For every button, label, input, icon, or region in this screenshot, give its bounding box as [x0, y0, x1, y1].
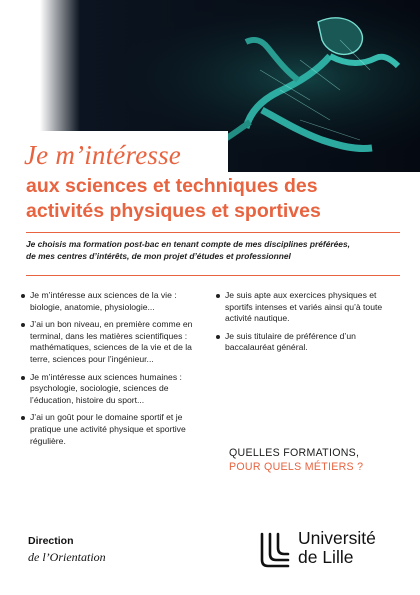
- list-item-text: Je suis apte aux exercices physiques et sportifs intenses et variés ainsi qu’à toute activité nautique.: [225, 290, 383, 324]
- cta-line-2: POUR QUELS MÉTIERS ?: [229, 461, 364, 473]
- bullet-icon: [216, 335, 220, 339]
- list-item: [21, 412, 211, 447]
- bullet-icon: [21, 416, 25, 420]
- list-item-text: Je m’intéresse aux sciences humaines : psychologie, sociologie, sciences de l’éducation, histoire du sport...: [30, 371, 182, 405]
- logo-line-2: de Lille: [298, 547, 354, 567]
- list-item: [216, 331, 401, 354]
- right-criteria-list: [216, 290, 401, 360]
- page-title-line-1: aux sciences et techniques des: [26, 175, 318, 197]
- intro-line-2: de mes centres d’intérêts, de mon projet d’études et professionnel: [26, 250, 291, 261]
- list-item-text: J’ai un bon niveau, en première comme en terminal, dans les matières scientifiques : mathématiques, sciences de la vie et de la terre, sciences pour l’ingénieur...: [30, 319, 193, 364]
- top-divider: [26, 232, 400, 233]
- page-title: [26, 174, 406, 224]
- page-title-line-2: activités physiques et sportives: [26, 200, 321, 222]
- script-title: Je m’intéresse: [24, 140, 181, 170]
- intro-text: [26, 239, 406, 262]
- left-criteria-list: [21, 290, 211, 453]
- logo-line-1: Université: [298, 528, 376, 548]
- list-item: [21, 372, 211, 407]
- bullet-icon: [21, 376, 25, 380]
- list-item-text: J’ai un goût pour le domaine sportif et je pratique une activité physique et sportive régulière.: [30, 412, 186, 446]
- intro-line-1: Je choisis ma formation post-bac en tenant compte de mes disciplines préférées,: [26, 239, 350, 249]
- bullet-icon: [21, 323, 25, 327]
- footer-direction: Direction: [28, 535, 74, 547]
- list-item-text: Je m’intéresse aux sciences de la vie : biologie, anatomie, physiologie...: [30, 290, 177, 312]
- list-item: [21, 290, 211, 313]
- formations-link[interactable]: [229, 446, 363, 474]
- bullet-icon: [216, 294, 220, 298]
- list-item: [21, 319, 211, 365]
- bullet-icon: [21, 294, 25, 298]
- list-item-text: Je suis titulaire de préférence d’un baccalauréat général.: [225, 330, 356, 353]
- list-item: [216, 290, 401, 325]
- footer-orientation: de l’Orientation: [28, 550, 106, 564]
- bottom-divider: [26, 275, 400, 276]
- logo-text: [298, 529, 376, 567]
- cta-line-1: QUELLES FORMATIONS,: [229, 447, 360, 459]
